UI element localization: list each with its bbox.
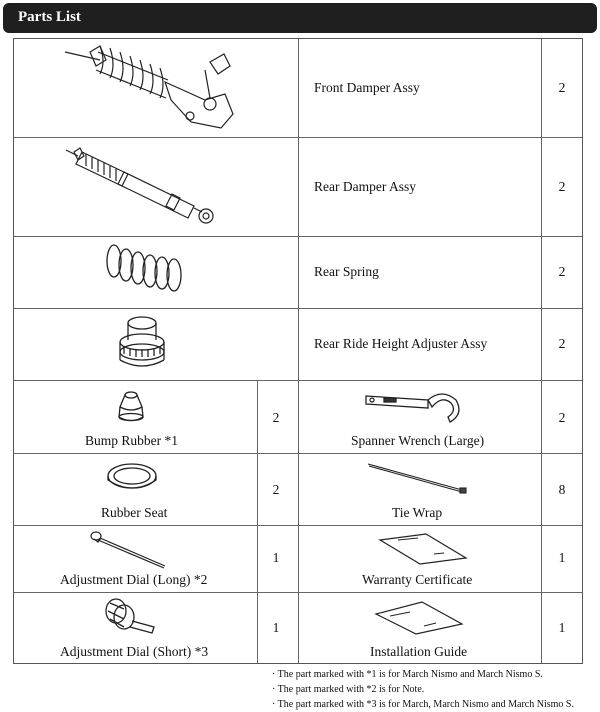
adjustment-dial-long-icon [88, 530, 168, 572]
part-quantity: 1 [272, 620, 280, 635]
warranty-certificate-icon [378, 532, 468, 566]
rear-damper-icon [62, 146, 222, 228]
footnote: · The part marked with *1 is for March Nismo and March Nismo S. [272, 669, 543, 680]
part-quantity: 1 [272, 550, 280, 565]
part-name: Adjustment Dial (Long) *2 [60, 572, 208, 587]
part-name: Spanner Wrench (Large) [351, 433, 485, 448]
part-name: Installation Guide [370, 644, 468, 659]
part-quantity: 2 [558, 336, 566, 351]
spanner-wrench-icon [362, 388, 462, 424]
part-name: Rear Ride Height Adjuster Assy [314, 336, 488, 351]
part-quantity: 2 [558, 410, 566, 425]
footnotes [272, 667, 574, 712]
ride-height-adjuster-icon [116, 314, 168, 370]
part-name: Rear Spring [314, 264, 379, 279]
front-damper-icon [60, 42, 240, 134]
part-quantity: 8 [558, 482, 566, 497]
page-title: Parts List [18, 9, 81, 25]
part-name: Rubber Seat [101, 505, 168, 520]
parts-list-header [3, 3, 597, 33]
part-quantity: 1 [558, 550, 566, 565]
part-quantity: 2 [272, 410, 280, 425]
part-name: Warranty Certificate [362, 572, 473, 587]
coil-spring-icon [104, 241, 184, 295]
footnote: · The part marked with *2 is for Note. [272, 684, 425, 695]
part-name: Bump Rubber *1 [85, 433, 178, 448]
rubber-seat-icon [106, 462, 158, 494]
part-name: Rear Damper Assy [314, 179, 416, 194]
part-quantity: 2 [558, 179, 566, 194]
footnote: · The part marked with *3 is for March, March Nismo and March Nismo S. [272, 699, 574, 710]
part-name: Adjustment Dial (Short) *3 [60, 644, 209, 659]
part-name: Tie Wrap [392, 505, 443, 520]
part-quantity: 1 [558, 620, 566, 635]
installation-guide-icon [374, 600, 464, 636]
part-quantity: 2 [558, 80, 566, 95]
tie-wrap-icon [366, 462, 472, 496]
adjustment-dial-short-icon [102, 597, 158, 639]
part-name: Front Damper Assy [314, 80, 420, 95]
bump-rubber-icon [116, 389, 146, 423]
column-divider [298, 39, 299, 663]
part-quantity: 2 [558, 264, 566, 279]
part-quantity: 2 [272, 482, 280, 497]
